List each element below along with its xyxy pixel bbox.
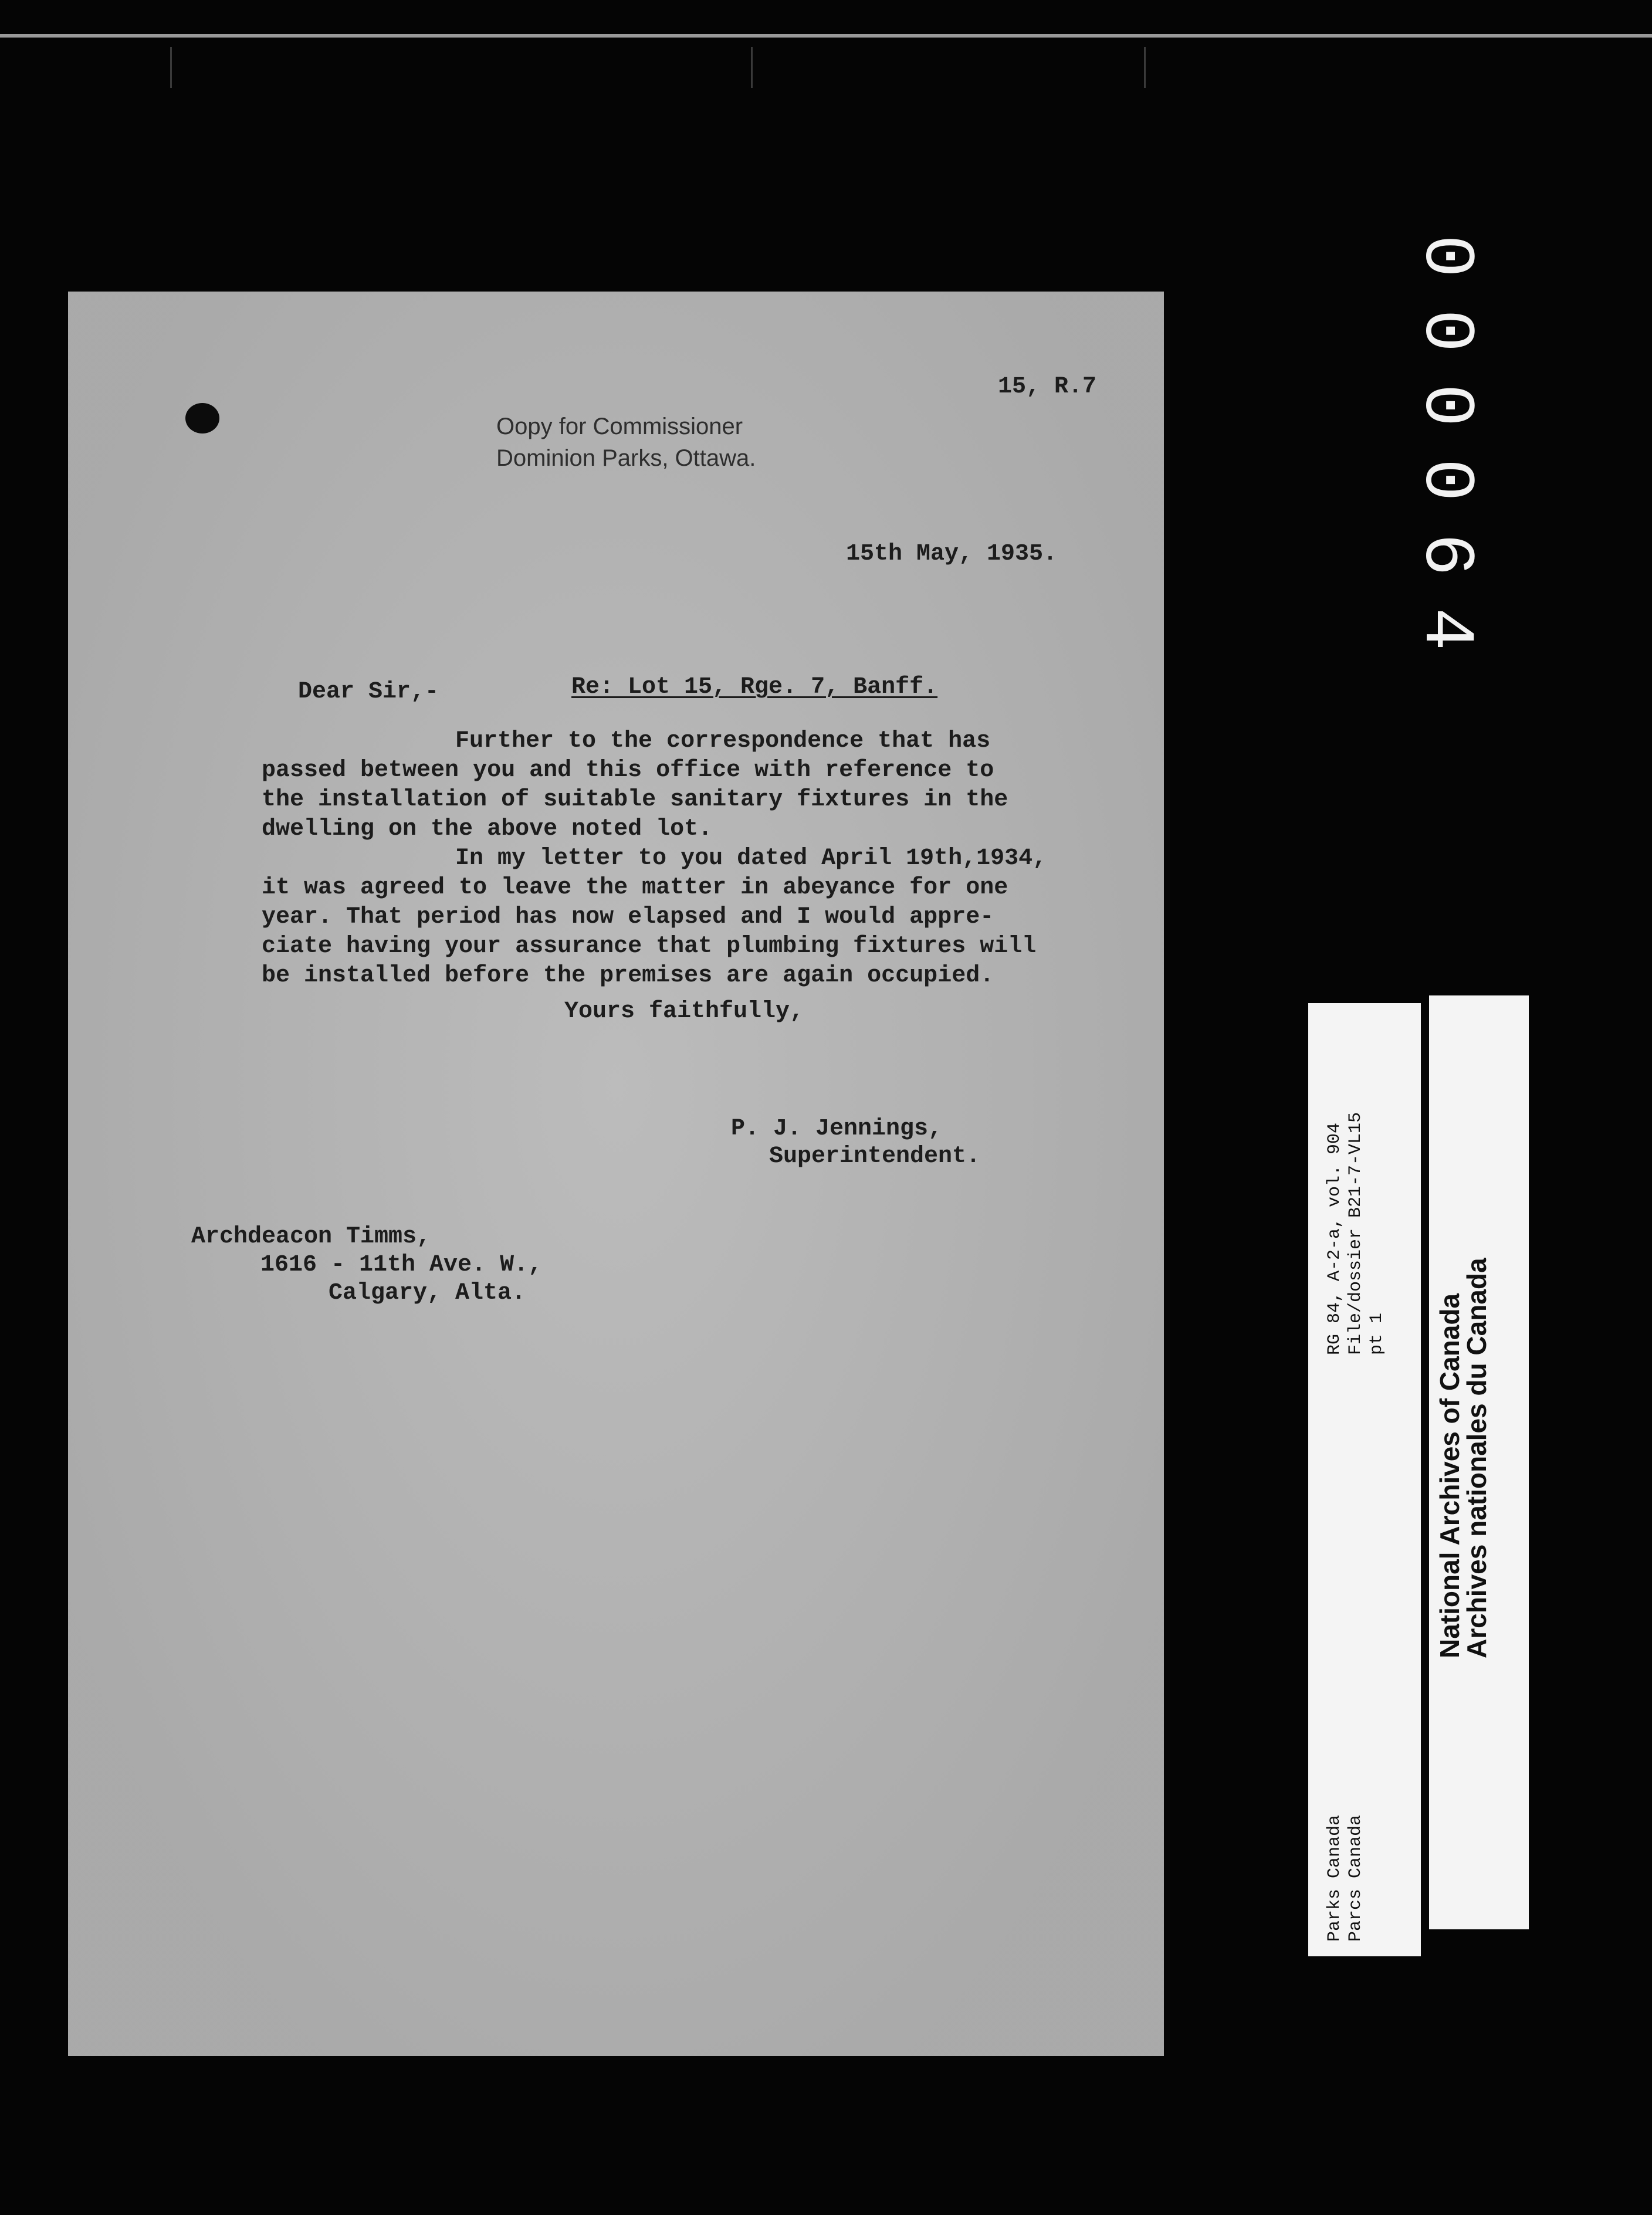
signature-name: P. J. Jennings, bbox=[731, 1116, 943, 1142]
film-edge-line bbox=[0, 34, 1652, 38]
reference-line-2: File/dossier B21-7-VL15 bbox=[1346, 1112, 1366, 1355]
reference-line-3: pt 1 bbox=[1367, 1312, 1387, 1355]
film-scratch bbox=[170, 47, 172, 88]
film-scratch bbox=[1144, 47, 1146, 88]
recipient-city: Calgary, Alta. bbox=[329, 1280, 526, 1306]
paragraph-1: Further to the correspondence that has passed between you and this office with reference to the installation of suitable sanitary fixtures in the dwelling on the above noted lot. bbox=[262, 728, 1008, 842]
paragraph-2: In my letter to you dated April 19th,1934, it was agreed to leave the matter in abeyance for one year. That period has now elapsed and I would appre- ciate having your assurance that plumbing fixtures will be installed before the premises are again occupied. bbox=[262, 845, 1047, 989]
reference-line-1: RG 84, A-2-a, vol. 904 bbox=[1325, 1122, 1345, 1355]
agency-line-1: Parks Canada bbox=[1325, 1814, 1345, 1942]
punch-hole bbox=[185, 403, 219, 433]
institution-name-fr: Archives nationales du Canada bbox=[1461, 1258, 1492, 1658]
signature-title: Superintendent. bbox=[769, 1143, 981, 1170]
subject-line: Re: Lot 15, Rge. 7, Banff. bbox=[571, 674, 938, 700]
institution-name-en: National Archives of Canada bbox=[1434, 1293, 1465, 1658]
copy-stamp-line-1: Oopy for Commissioner bbox=[496, 414, 743, 439]
recipient-street: 1616 - 11th Ave. W., bbox=[260, 1252, 543, 1278]
letter-page bbox=[68, 292, 1164, 2056]
closing: Yours faithfully, bbox=[564, 998, 804, 1025]
frame-number-text: 000064 bbox=[1405, 235, 1487, 683]
recipient-name: Archdeacon Timms, bbox=[191, 1224, 431, 1250]
agency-line-2: Parcs Canada bbox=[1346, 1814, 1366, 1942]
letter-date: 15th May, 1935. bbox=[846, 541, 1058, 567]
salutation: Dear Sir,- bbox=[298, 679, 439, 705]
file-reference: 15, R.7 bbox=[998, 374, 1097, 400]
institution-label bbox=[1429, 995, 1529, 1929]
archive-reference-label bbox=[1308, 1003, 1421, 1956]
frame-number bbox=[1399, 235, 1516, 786]
film-scratch bbox=[751, 47, 753, 88]
copy-stamp-line-2: Dominion Parks, Ottawa. bbox=[496, 445, 756, 471]
